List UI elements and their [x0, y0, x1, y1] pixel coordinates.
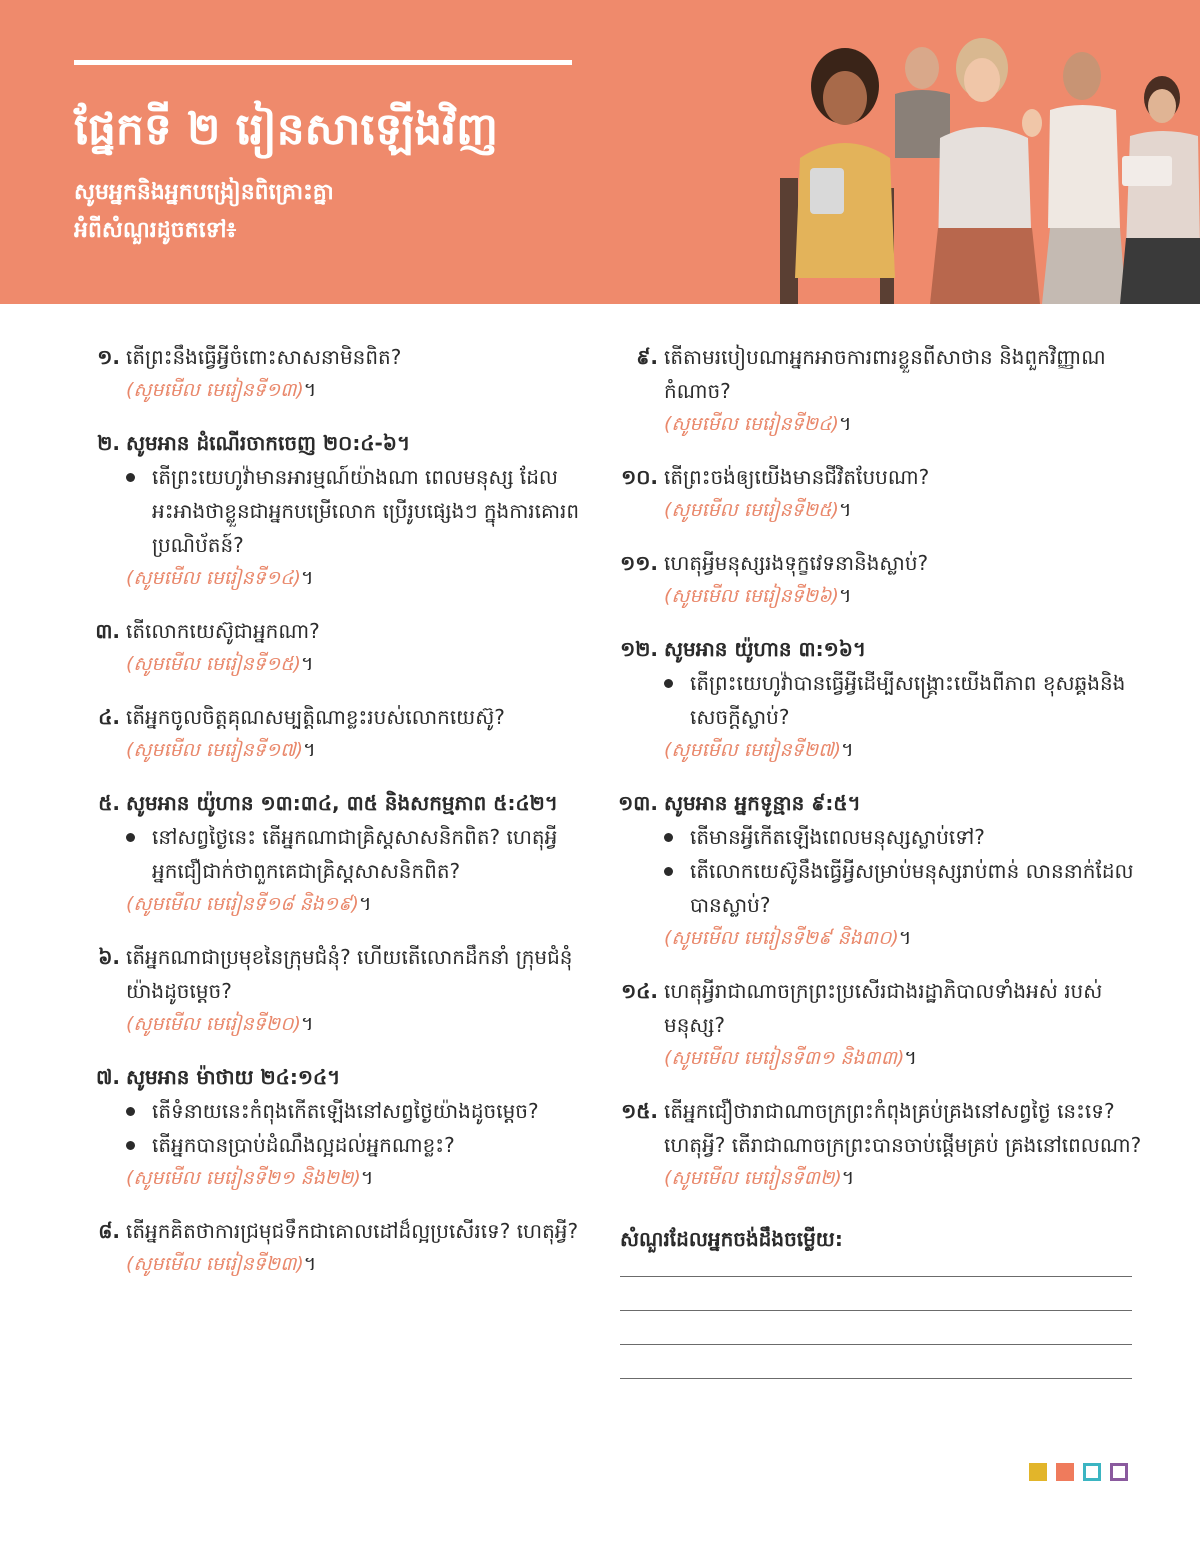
question-bullets: [612, 666, 1142, 734]
bullet-text: តើទំនាយនេះកំពុងកើតឡើងនៅសព្វថ្ងៃយ៉ាងដូចម្ដេច?: [152, 1099, 539, 1123]
reference-end: ។: [838, 413, 852, 435]
reference-text: (សូមមើល មេរៀនទី២៩ និង៣០): [664, 927, 899, 949]
reference-end: ។: [904, 1047, 917, 1069]
purple-square-outline-icon: [1110, 1463, 1128, 1481]
lesson-reference: [612, 734, 1142, 766]
subtitle-line: អំពីសំណួរដូចតទៅ៖: [74, 218, 237, 243]
question-item: [74, 1214, 594, 1280]
bullet-text: តើព្រះយេហូវ៉ាបានធ្វើអ្វីដើម្បីសង្គ្រោះយើងពីភាព ខុសឆ្គងនិងសេចក្ដីស្លាប់?: [690, 671, 1126, 729]
header-banner: [0, 0, 1200, 304]
question-bullets: [74, 820, 594, 888]
question-number: ១.: [97, 345, 120, 369]
bullet-text: តើព្រះយេហូវ៉ាមានអារម្មណ៍យ៉ាងណា ពេលមនុស្ស ដែលអះអាងថាខ្លួនជាអ្នកបម្រើលោក ប្រើរូបផ្សេងៗ ក្នុងការគោរពប្រណិប័តន៍?: [152, 465, 580, 557]
question-text: តើលោកយេស៊ូជាអ្នកណា?: [126, 619, 320, 643]
question-number: ១០.: [621, 465, 658, 489]
question-item: [612, 1094, 1142, 1194]
bullet-text: នៅសព្វថ្ងៃនេះ តើអ្នកណាជាគ្រិស្តសាសនិកពិត? ហេតុអ្វីអ្នកជឿជាក់ថាពួកគេជាគ្រិស្តសាសនិកពិត?: [152, 825, 558, 883]
questions-right-column: [612, 340, 1142, 1379]
question-number: ៨.: [98, 1219, 120, 1243]
reference-end: ។: [300, 1013, 314, 1035]
bullet-dot-icon: [126, 1107, 135, 1116]
question-text: តើតាមរបៀបណាអ្នកអាចការពារខ្លួនពីសាថាន និងពួកវិញ្ញាណកំណាច?: [664, 345, 1106, 403]
question-text: សូមអាន យ៉ូហាន ៣:១៦។: [664, 637, 867, 661]
bullet-item: [664, 820, 1142, 854]
question-text: ហេតុអ្វីរាជាណាចក្រព្រះប្រសើរជាងរដ្ឋាភិបាលទាំងអស់ របស់មនុស្ស?: [664, 979, 1103, 1037]
lesson-reference: [612, 922, 1142, 954]
question-text: តើអ្នកណាជាប្រមុខនៃក្រុមជំនុំ? ហើយតើលោកដឹកនាំ ក្រុមជំនុំយ៉ាងដូចម្ដេច?: [126, 945, 573, 1003]
reference-end: ។: [300, 653, 314, 675]
reference-text: (សូមមើល មេរៀនទី១៨ និង១៩): [126, 893, 359, 915]
reference-text: (សូមមើល មេរៀនទី៣១ និង៣៣): [664, 1047, 905, 1069]
reference-text: (សូមមើល មេរៀនទី២៤): [664, 413, 839, 435]
reference-end: ។: [303, 1253, 317, 1275]
question-number: ១៣.: [618, 791, 658, 815]
bullet-item: [126, 820, 594, 888]
reference-end: ។: [841, 1167, 855, 1189]
bullet-item: [126, 1094, 594, 1128]
bullet-dot-icon: [664, 867, 673, 876]
question-item: [74, 426, 594, 594]
question-number: ៧.: [95, 1065, 120, 1089]
questions-left-column: [74, 340, 594, 1300]
lesson-reference: [74, 1008, 594, 1040]
question-item: [74, 700, 594, 766]
question-number: ៤.: [98, 705, 120, 729]
question-text: តើអ្នកគិតថាការជ្រមុជទឹកជាគោលដៅដ៏ល្អប្រសើរទេ? ហេតុអ្វី?: [126, 1219, 579, 1243]
question-item: [74, 940, 594, 1040]
reference-end: ។: [841, 739, 854, 761]
bullet-dot-icon: [126, 473, 135, 482]
lesson-reference: [74, 888, 594, 920]
question-number: ៩.: [636, 345, 658, 369]
lesson-reference: [612, 408, 1142, 440]
question-number: ៦.: [98, 945, 120, 969]
header-rule: [74, 60, 572, 65]
bullet-text: តើអ្នកបានប្រាប់ដំណឹងល្អដល់អ្នកណាខ្លះ?: [152, 1133, 455, 1157]
bullet-text: តើមានអ្វីកើតឡើងពេលមនុស្សស្លាប់ទៅ?: [690, 825, 985, 849]
question-text: តើអ្នកជឿថារាជាណាចក្រព្រះកំពុងគ្រប់គ្រងនៅសព្វថ្ងៃ នេះទេ? ហេតុអ្វី? តើរាជាណាចក្រព្រះបានចាប់ផ្ដើមគ្រប់ គ្រងនៅពេលណា?: [664, 1099, 1142, 1157]
question-number: ៣.: [95, 619, 120, 643]
subtitle-line: សូមអ្នកនិងអ្នកបង្រៀនពិគ្រោះគ្នា: [74, 180, 334, 205]
question-text: តើព្រះចង់ឲ្យយើងមានជីវិតបែបណា?: [664, 465, 930, 489]
reference-text: (សូមមើល មេរៀនទី១៧): [126, 739, 304, 761]
reference-end: ។: [838, 585, 852, 607]
reference-text: (សូមមើល មេរៀនទី១៤): [126, 567, 301, 589]
question-text: សូមអាន ដំណើរចាកចេញ ២០:៤-៦។: [126, 431, 411, 455]
bullet-item: [126, 1128, 594, 1162]
question-text: ហេតុអ្វីមនុស្សរងទុក្ខវេទនានិងស្លាប់?: [664, 551, 929, 575]
reference-text: (សូមមើល មេរៀនទី២៦): [664, 585, 839, 607]
lesson-reference: [74, 562, 594, 594]
question-number: ១៤.: [621, 979, 658, 1003]
reference-end: ។: [300, 567, 314, 589]
bullet-item: [126, 460, 594, 562]
question-item: [612, 340, 1142, 440]
question-item: [74, 786, 594, 920]
lesson-reference: [612, 1162, 1142, 1194]
page-subtitle: [74, 174, 594, 250]
lesson-reference: [612, 1042, 1142, 1074]
reference-end: ។: [303, 379, 317, 401]
question-number: ១១.: [620, 551, 658, 575]
lesson-reference: [74, 648, 594, 680]
reference-end: ។: [360, 1167, 374, 1189]
question-number: ៥.: [98, 791, 120, 815]
reference-text: (សូមមើល មេរៀនទី៣២): [664, 1167, 842, 1189]
question-text: សូមអាន ម៉ាថាយ ២៤:១៤។: [126, 1065, 341, 1089]
reference-text: (សូមមើល មេរៀនទី២១ និង២២): [126, 1167, 361, 1189]
answer-line[interactable]: [620, 1378, 1132, 1379]
question-number: ២.: [97, 431, 120, 455]
question-text: សូមអាន យ៉ូហាន ១៣:៣៤, ៣៥ និងសកម្មភាព ៥:៤២។: [126, 791, 558, 815]
question-bullets: [74, 460, 594, 562]
question-item: [612, 786, 1142, 954]
bullet-dot-icon: [664, 833, 673, 842]
bullet-text: តើលោកយេស៊ូនឹងធ្វើអ្វីសម្រាប់មនុស្សរាប់ពាន់ លាននាក់ដែលបានស្លាប់?: [690, 859, 1134, 917]
people-seated-illustration: [770, 28, 1200, 304]
lesson-reference: [74, 374, 594, 406]
lesson-reference: [612, 580, 1142, 612]
question-text: តើព្រះនឹងធ្វើអ្វីចំពោះសាសនាមិនពិត?: [126, 345, 402, 369]
bullet-item: [664, 854, 1142, 922]
question-item: [612, 546, 1142, 612]
question-text: តើអ្នកចូលចិត្តគុណសម្បត្តិណាខ្លះរបស់លោកយេស៊ូ?: [126, 705, 505, 729]
reference-text: (សូមមើល មេរៀនទី២០): [126, 1013, 301, 1035]
reference-end: ។: [838, 499, 852, 521]
question-number: ១២.: [620, 637, 658, 661]
lesson-reference: [74, 734, 594, 766]
question-item: [612, 632, 1142, 766]
question-item: [74, 614, 594, 680]
bullet-dot-icon: [126, 1141, 135, 1150]
question-text: សូមអាន អ្នកទូន្មាន ៩:៥។: [664, 791, 861, 815]
reference-end: ។: [898, 927, 912, 949]
question-item: [612, 460, 1142, 526]
question-item: [612, 974, 1142, 1074]
bullet-dot-icon: [664, 679, 673, 688]
bullet-item: [664, 666, 1142, 734]
orange-square-icon: [1056, 1463, 1074, 1481]
reference-end: ។: [303, 739, 316, 761]
teal-square-outline-icon: [1083, 1463, 1101, 1481]
reference-text: (សូមមើល មេរៀនទី១៥): [126, 653, 301, 675]
answer-section-label: សំណួរដែលអ្នកចង់ដឹងចម្លើយ:: [620, 1227, 843, 1251]
color-squares-legend: [1029, 1463, 1128, 1481]
lesson-reference: [612, 494, 1142, 526]
yellow-square-icon: [1029, 1463, 1047, 1481]
reference-text: (សូមមើល មេរៀនទី១៣): [126, 379, 304, 401]
bullet-dot-icon: [126, 833, 135, 842]
question-bullets: [612, 820, 1142, 922]
lesson-reference: [74, 1248, 594, 1280]
reference-text: (សូមមើល មេរៀនទី២៥): [664, 499, 839, 521]
question-number: ១៥.: [621, 1099, 658, 1123]
reference-text: (សូមមើល មេរៀនទី២៣): [126, 1253, 304, 1275]
reference-text: (សូមមើល មេរៀនទី២៧): [664, 739, 842, 761]
reference-end: ។: [358, 893, 372, 915]
page-title: ផ្នែកទី ២ រៀនសាឡើងវិញ: [74, 104, 499, 155]
lesson-reference: [74, 1162, 594, 1194]
question-item: [74, 1060, 594, 1194]
question-item: [74, 340, 594, 406]
question-bullets: [74, 1094, 594, 1162]
